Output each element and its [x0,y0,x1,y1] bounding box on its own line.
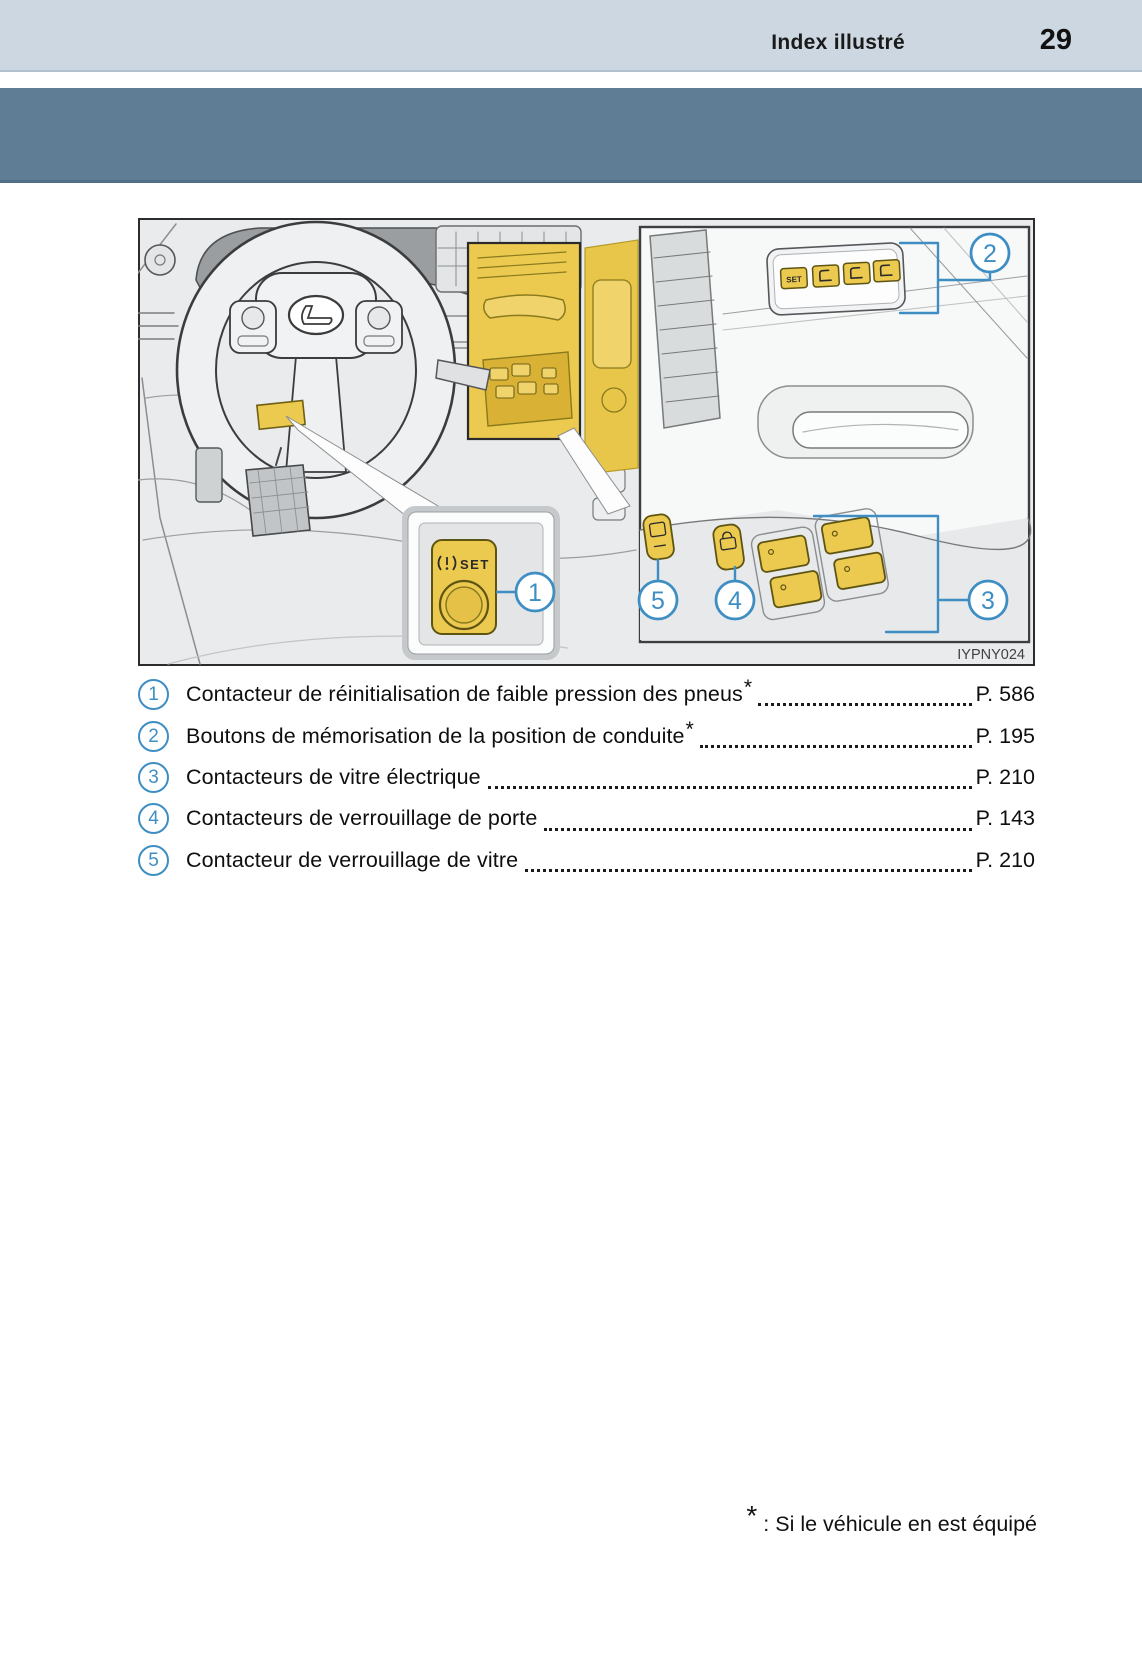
item-label: Contacteur de verrouillage de vitre [186,847,519,872]
illustrated-index-list [138,674,1035,881]
list-item [138,715,1035,756]
page-reference: P. 143 [975,806,1035,831]
header-strip [0,0,1142,72]
page-number: 29 [1039,24,1072,56]
window-lock-switch [642,513,675,560]
page-reference: P. 586 [975,682,1035,707]
footnote-asterisk: * [746,1500,758,1531]
dot-leader [488,786,972,789]
lexus-logo-icon [289,296,343,334]
dot-leader [758,703,971,706]
item-label: Contacteurs de vitre électrique [186,764,481,789]
figure-code: IYPNY024 [957,647,1025,663]
dot-leader [544,828,971,831]
chapter-color-band [0,88,1142,183]
item-number-badge: 5 [138,845,169,876]
item-number-badge: 4 [138,803,169,834]
callout-1-marker [516,573,554,611]
dot-leader [700,745,972,748]
footnote [746,1500,1037,1538]
list-item [138,674,1035,715]
svg-text:2: 2 [983,240,997,268]
item-number-badge: 3 [138,762,169,793]
section-title: Index illustré [771,31,905,54]
interior-illustration-figure [138,218,1035,666]
page-reference: P. 195 [975,723,1035,748]
highlighted-door-panel [468,243,580,439]
item-number-badge: 2 [138,721,169,752]
memory-set-label: SET [786,274,803,285]
tpms-set-inset [405,509,557,657]
tpms-set-button [432,540,496,634]
door-panel-inset [639,227,1031,642]
list-item [138,840,1035,881]
item-label: Boutons de mémorisation de la position de conduite* [186,717,694,748]
item-label: Contacteur de réinitialisation de faible pression des pneus* [186,676,753,707]
page-reference: P. 210 [975,764,1035,789]
asterisk-mark: * [743,676,753,700]
tpms-set-label: SET [460,557,490,572]
svg-text:1: 1 [528,579,542,607]
door-lock-switch [712,523,745,570]
page-reference: P. 210 [975,847,1035,872]
item-label: Contacteurs de verrouillage de porte [186,806,538,831]
start-knob [145,245,175,275]
svg-text:4: 4 [728,587,742,615]
svg-text:3: 3 [981,587,995,615]
dot-leader [525,869,971,872]
asterisk-mark: * [685,717,694,741]
interior-illustration [138,218,1035,666]
list-item [138,798,1035,839]
list-item [138,757,1035,798]
item-number-badge: 1 [138,679,169,710]
svg-text:5: 5 [651,587,665,615]
footnote-text: : Si le véhicule en est équipé [763,1512,1037,1536]
seat-memory-panel [766,242,905,315]
